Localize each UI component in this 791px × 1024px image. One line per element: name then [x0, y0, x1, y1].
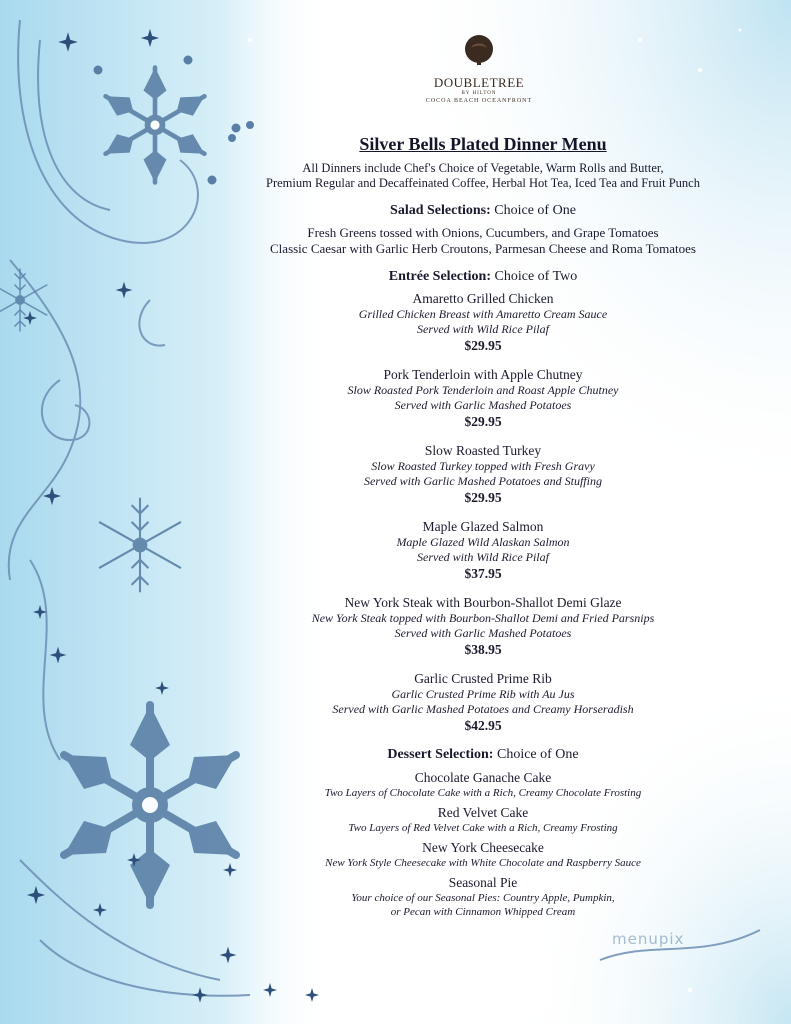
item-price: $37.95 [464, 566, 502, 581]
item-name: Pork Tenderloin with Apple Chutney [383, 367, 583, 382]
section-label: Entrée Selection: [388, 269, 491, 284]
entree-item [200, 519, 766, 583]
dessert-item [200, 769, 766, 800]
item-description: Served with Garlic Mashed Potatoes [394, 398, 572, 412]
item-name: Maple Glazed Salmon [422, 519, 544, 534]
item-description: Served with Wild Rice Pilaf [417, 322, 549, 336]
item-description: Slow Roasted Turkey topped with Fresh Gravy [371, 459, 595, 473]
item-price: $29.95 [464, 414, 502, 429]
intro-line: Premium Regular and Decaffeinated Coffee, Herbal Hot Tea, Iced Tea and Fruit Punch [266, 176, 700, 190]
item-name: Chocolate Ganache Cake [414, 770, 552, 785]
section-choice: Choice of Two [494, 269, 578, 284]
item-description: New York Style Cheesecake with White Chocolate and Raspberry Sauce [325, 857, 641, 869]
menu-intro [200, 161, 766, 191]
item-name: New York Cheesecake [422, 840, 544, 855]
menupix-watermark: menupix [612, 930, 685, 948]
item-name: Amaretto Grilled Chicken [412, 291, 554, 306]
item-description: New York Steak topped with Bourbon-Shallot Demi and Fried Parsnips [311, 611, 655, 625]
item-description: Grilled Chicken Breast with Amaretto Cream Sauce [358, 307, 608, 321]
item-description: Your choice of our Seasonal Pies: Country Apple, Pumpkin, [351, 892, 615, 904]
entree-item [200, 291, 766, 355]
item-description: Served with Garlic Mashed Potatoes and Creamy Horseradish [332, 702, 634, 716]
doubletree-logo [414, 34, 544, 104]
logo-brand: DOUBLETREE [433, 75, 525, 90]
menu-title: Silver Bells Plated Dinner Menu [359, 134, 607, 154]
section-choice: Choice of One [494, 203, 576, 218]
item-name: Garlic Crusted Prime Rib [414, 671, 552, 686]
entree-item [200, 367, 766, 431]
salad-option: Fresh Greens tossed with Onions, Cucumbers, and Grape Tomatoes [307, 225, 659, 240]
item-price: $29.95 [464, 490, 502, 505]
entree-heading [200, 269, 766, 285]
section-choice: Choice of One [496, 747, 579, 762]
entree-item [200, 595, 766, 659]
intro-line: All Dinners include Chef's Choice of Vegetable, Warm Rolls and Butter, [302, 161, 664, 175]
item-name: Seasonal Pie [448, 875, 518, 890]
item-price: $38.95 [464, 642, 502, 657]
salad-heading [200, 203, 766, 219]
logo-location: COCOA BEACH OCEANFRONT [425, 98, 533, 104]
item-description: Maple Glazed Wild Alaskan Salmon [396, 535, 570, 549]
section-label: Dessert Selection: [387, 747, 494, 762]
entree-item [200, 671, 766, 735]
item-description: Served with Garlic Mashed Potatoes [394, 626, 572, 640]
dessert-heading [200, 747, 766, 763]
item-price: $42.95 [464, 718, 502, 733]
dessert-item [200, 839, 766, 870]
item-description: Slow Roasted Pork Tenderloin and Roast Apple Chutney [347, 383, 619, 397]
salad-option: Classic Caesar with Garlic Herb Croutons, Parmesan Cheese and Roma Tomatoes [270, 241, 696, 256]
item-description: Two Layers of Chocolate Cake with a Rich, Creamy Chocolate Frosting [324, 787, 642, 799]
item-name: New York Steak with Bourbon-Shallot Demi Glaze [344, 595, 622, 610]
item-price: $29.95 [464, 338, 502, 353]
salad-list [200, 225, 766, 257]
item-description: Two Layers of Red Velvet Cake with a Rich, Creamy Frosting [348, 822, 618, 834]
entree-item [200, 443, 766, 507]
item-name: Slow Roasted Turkey [424, 443, 542, 458]
dessert-item [200, 804, 766, 835]
section-label: Salad Selections: [390, 203, 491, 218]
item-description: Garlic Crusted Prime Rib with Au Jus [391, 687, 575, 701]
item-name: Red Velvet Cake [437, 805, 529, 820]
item-description: or Pecan with Cinnamon Whipped Cream [390, 906, 576, 918]
logo-by-line: BY HILTON [461, 91, 497, 96]
dessert-item [200, 874, 766, 919]
tree-icon [462, 34, 496, 68]
item-description: Served with Wild Rice Pilaf [417, 550, 549, 564]
item-description: Served with Garlic Mashed Potatoes and Stuffing [364, 474, 602, 488]
menu-content [200, 134, 766, 923]
